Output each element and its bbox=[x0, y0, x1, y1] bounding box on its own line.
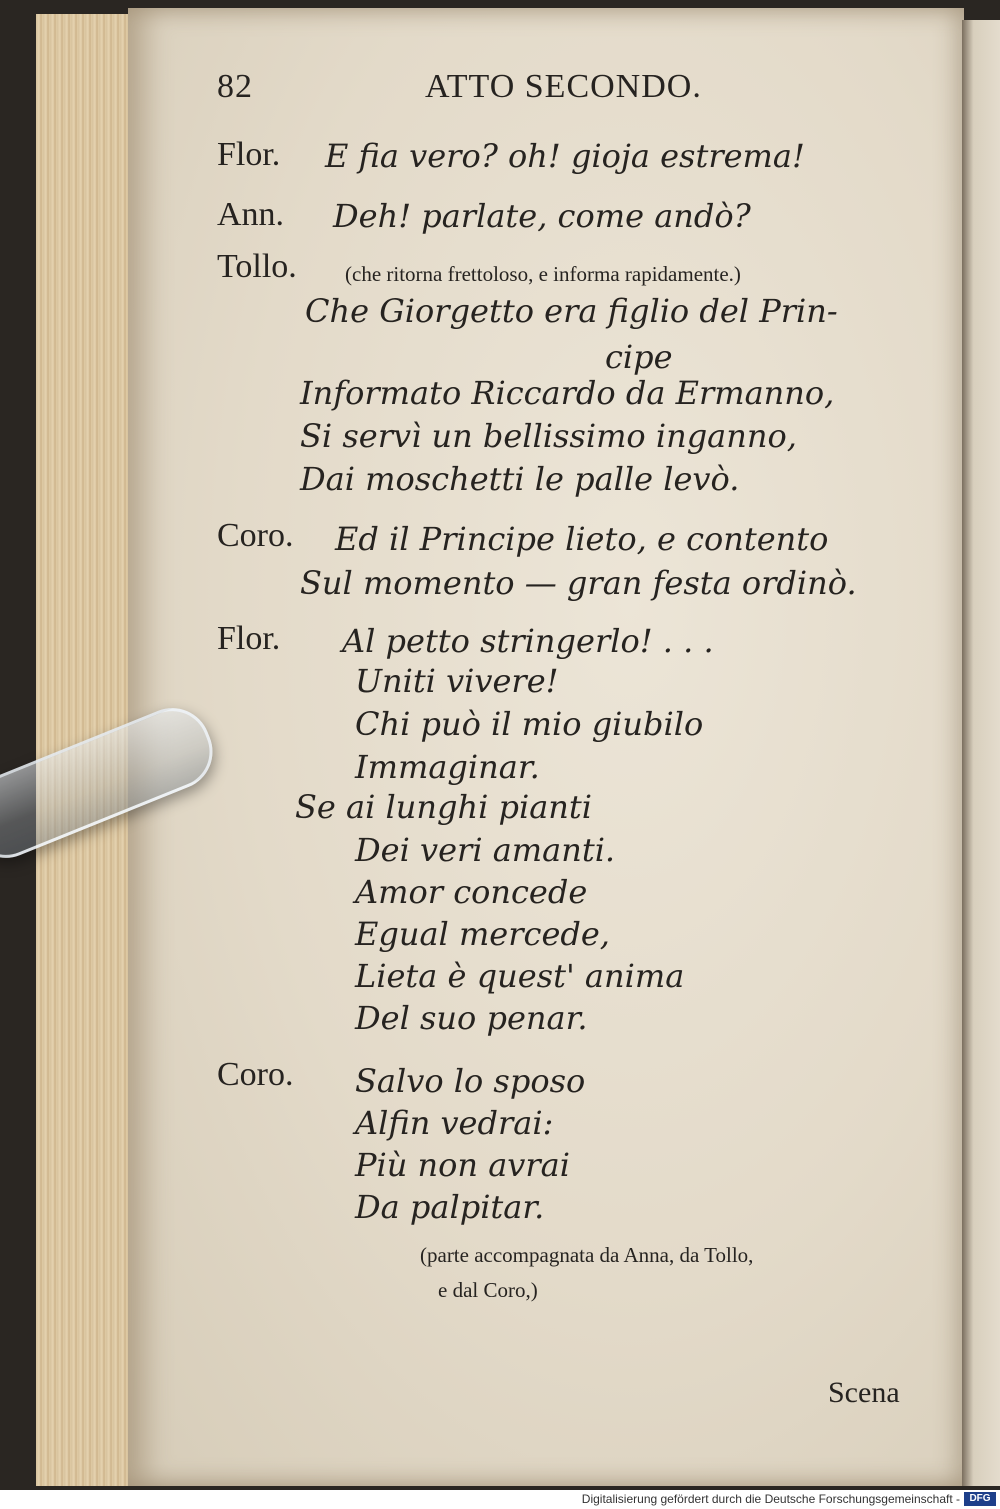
verse-line: Dei veri amanti. bbox=[355, 831, 616, 869]
footer-bar bbox=[0, 1490, 1000, 1509]
speaker-label: Tollo. bbox=[217, 248, 297, 285]
stage-direction: (che ritorna frettoloso, e informa rapidamente.) bbox=[345, 262, 741, 286]
verse-line: Ed il Principe lieto, e contento bbox=[335, 520, 829, 558]
verse-line: Salvo lo sposo bbox=[355, 1062, 586, 1100]
verse-line: Dai moschetti le palle levò. bbox=[300, 460, 740, 498]
verse-line: Egual mercede, bbox=[355, 915, 610, 953]
verse-line: Lieta è quest' anima bbox=[355, 957, 685, 995]
running-title: ATTO SECONDO. bbox=[425, 68, 702, 105]
adjacent-page bbox=[962, 20, 1000, 1486]
stage-direction: (parte accompagnata da Anna, da Tollo, bbox=[420, 1243, 754, 1267]
dfg-logo: DFG bbox=[964, 1492, 996, 1506]
verse-line: Alfin vedrai: bbox=[355, 1104, 554, 1142]
speaker-label: Flor. bbox=[217, 136, 281, 173]
speaker-label: Coro. bbox=[217, 517, 294, 554]
verse-line: Chi può il mio giubilo bbox=[355, 705, 704, 743]
page-number: 82 bbox=[217, 68, 253, 105]
verse-line: Che Giorgetto era figlio del Prin- bbox=[305, 292, 838, 330]
verse-line: Uniti vivere! bbox=[355, 662, 559, 700]
verse-line: Da palpitar. bbox=[355, 1188, 545, 1226]
verse-line: Se ai lunghi pianti bbox=[295, 788, 592, 826]
footer-credit: Digitalisierung gefördert durch die Deutsche Forschungsgemeinschaft - bbox=[581, 1492, 960, 1506]
verse-line: Informato Riccardo da Ermanno, bbox=[300, 374, 835, 412]
verse-line: cipe bbox=[605, 338, 673, 376]
stage-direction: e dal Coro,) bbox=[438, 1278, 538, 1302]
speaker-label: Ann. bbox=[217, 196, 285, 233]
speaker-label: Flor. bbox=[217, 620, 281, 657]
verse-line: Immaginar. bbox=[355, 748, 540, 786]
verse-line: Del suo penar. bbox=[355, 999, 588, 1037]
speaker-label: Coro. bbox=[217, 1056, 294, 1093]
verse-line: Al petto stringerlo! . . . bbox=[342, 622, 714, 660]
verse-line: Più non avrai bbox=[355, 1146, 570, 1184]
verse-line: Amor concede bbox=[355, 873, 588, 911]
verse-line: Sul momento — gran festa ordinò. bbox=[300, 564, 857, 602]
verse-line: E fia vero? oh! gioja estrema! bbox=[325, 137, 805, 175]
verse-line: Deh! parlate, come andò? bbox=[333, 197, 751, 235]
verse-line: Si servì un bellissimo inganno, bbox=[300, 417, 797, 455]
catchword: Scena bbox=[828, 1376, 900, 1409]
